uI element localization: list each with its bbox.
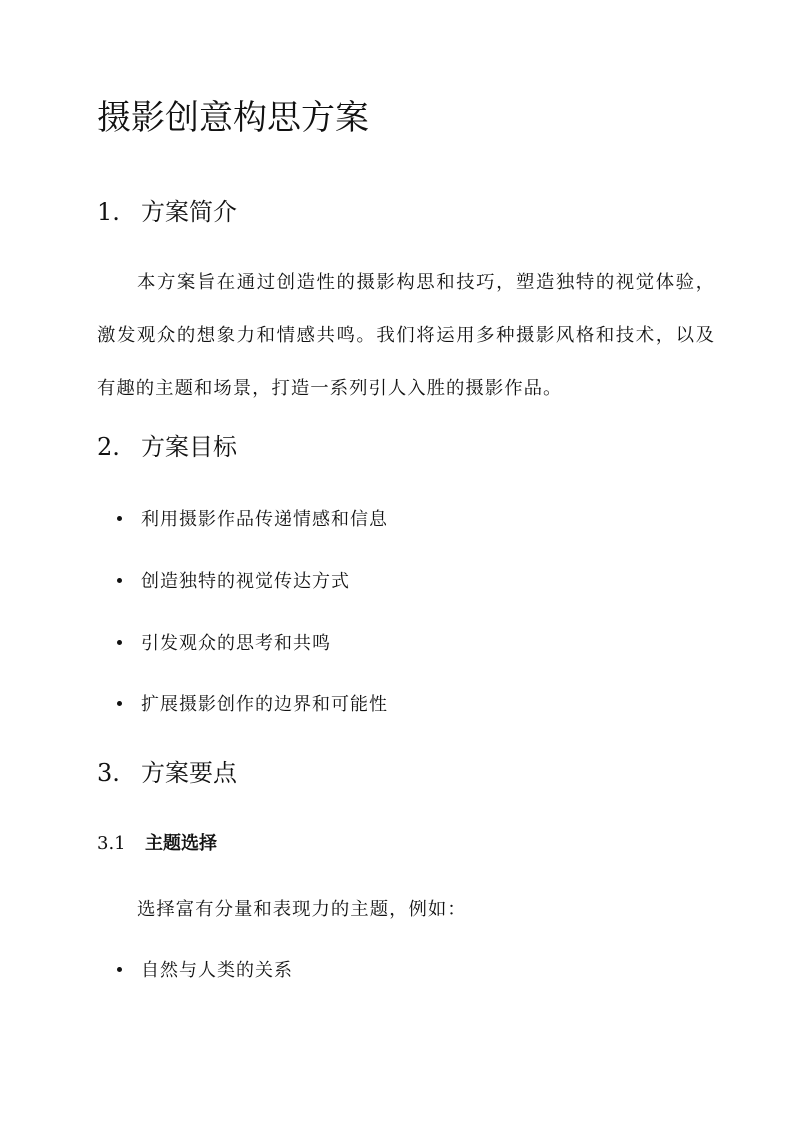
section-2-number: 2. — [97, 433, 120, 461]
subsection-3-1-heading — [97, 831, 217, 857]
bullet-icon — [117, 516, 122, 521]
list-item-text: 引发观众的思考和共鸣 — [141, 633, 331, 654]
list-item-text: 创造独特的视觉传达方式 — [141, 571, 350, 592]
subsection-3-1-title: 主题选择 — [145, 833, 217, 854]
bullet-icon — [117, 578, 122, 583]
subsection-3-1-intro: 选择富有分量和表现力的主题，例如： — [137, 899, 467, 920]
list-item — [117, 507, 388, 533]
subsection-3-1-number: 3.1 — [97, 833, 126, 854]
document-title: 摄影创意构思方案 — [97, 98, 369, 138]
section-3-title: 方案要点 — [141, 759, 237, 787]
section-1-paragraph: 本方案旨在通过创造性的摄影构思和技巧，塑造独特的视觉体验，激发观众的想象力和情感共鸣。我们将运用多种摄影风格和技术，以及有趣的主题和场景，打造一系列引人入胜的摄影作品。 — [97, 272, 715, 399]
bullet-icon — [117, 967, 122, 972]
list-item — [117, 631, 331, 657]
list-item-text: 扩展摄影创作的边界和可能性 — [141, 694, 388, 715]
section-2-title: 方案目标 — [141, 433, 237, 461]
section-3-number: 3. — [97, 759, 120, 787]
bullet-icon — [117, 640, 122, 645]
section-1-title: 方案简介 — [141, 198, 237, 226]
list-item-text: 利用摄影作品传递情感和信息 — [141, 509, 388, 530]
section-1-number: 1. — [97, 198, 120, 226]
list-item — [117, 692, 388, 718]
list-item-text: 自然与人类的关系 — [141, 960, 293, 981]
section-3-heading — [97, 757, 237, 789]
section-2-heading — [97, 431, 237, 463]
list-item — [117, 958, 293, 984]
section-1-heading — [97, 196, 237, 228]
list-item — [117, 569, 350, 595]
bullet-icon — [117, 701, 122, 706]
